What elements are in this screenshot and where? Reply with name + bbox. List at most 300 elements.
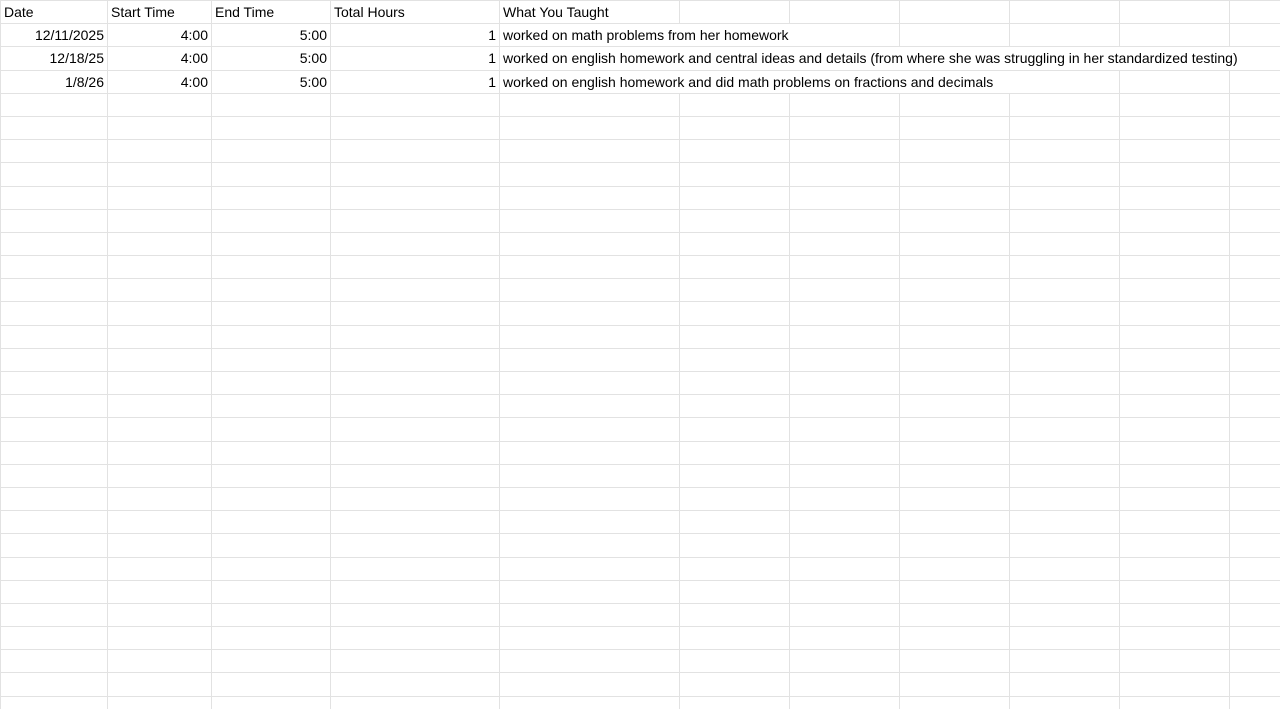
cell[interactable] xyxy=(108,581,212,603)
cell[interactable] xyxy=(680,326,790,348)
cell[interactable] xyxy=(790,349,900,371)
cell[interactable] xyxy=(680,418,790,440)
cell[interactable] xyxy=(1010,349,1120,371)
cell[interactable] xyxy=(1230,627,1280,649)
cell[interactable] xyxy=(500,558,680,580)
cell[interactable] xyxy=(212,604,331,626)
cell[interactable] xyxy=(1230,233,1280,255)
cell[interactable] xyxy=(1,418,108,440)
cell[interactable] xyxy=(790,442,900,464)
cell[interactable] xyxy=(108,163,212,185)
cell[interactable] xyxy=(331,488,500,510)
cell-start-time[interactable]: 4:00 xyxy=(108,47,212,69)
cell[interactable] xyxy=(212,187,331,209)
cell[interactable] xyxy=(1120,94,1230,116)
cell[interactable] xyxy=(1120,442,1230,464)
cell[interactable] xyxy=(1010,302,1120,324)
cell[interactable] xyxy=(331,279,500,301)
cell[interactable] xyxy=(108,279,212,301)
cell[interactable] xyxy=(900,326,1010,348)
cell[interactable] xyxy=(1010,558,1120,580)
cell[interactable] xyxy=(680,372,790,394)
cell[interactable] xyxy=(1010,117,1120,139)
cell[interactable] xyxy=(1,697,108,709)
cell[interactable] xyxy=(680,1,790,23)
cell[interactable] xyxy=(900,395,1010,417)
cell[interactable] xyxy=(900,558,1010,580)
cell[interactable] xyxy=(680,395,790,417)
cell[interactable] xyxy=(1,256,108,278)
cell[interactable] xyxy=(331,697,500,709)
cell[interactable] xyxy=(1,279,108,301)
cell[interactable] xyxy=(900,94,1010,116)
cell[interactable] xyxy=(1010,488,1120,510)
cell[interactable] xyxy=(1120,163,1230,185)
cell[interactable] xyxy=(108,302,212,324)
cell[interactable] xyxy=(108,349,212,371)
cell[interactable] xyxy=(1,604,108,626)
cell[interactable] xyxy=(1120,279,1230,301)
cell-total-hours[interactable]: 1 xyxy=(331,71,500,93)
cell[interactable] xyxy=(790,465,900,487)
cell[interactable] xyxy=(500,395,680,417)
cell[interactable] xyxy=(790,372,900,394)
cell[interactable] xyxy=(1230,256,1280,278)
cell-what-you-taught[interactable]: worked on math problems from her homework xyxy=(503,27,789,44)
cell[interactable] xyxy=(790,233,900,255)
cell[interactable] xyxy=(790,581,900,603)
cell[interactable] xyxy=(212,650,331,672)
cell[interactable] xyxy=(790,604,900,626)
cell[interactable] xyxy=(1120,210,1230,232)
cell[interactable] xyxy=(900,1,1010,23)
cell[interactable] xyxy=(1230,650,1280,672)
cell[interactable] xyxy=(680,140,790,162)
cell[interactable] xyxy=(1010,140,1120,162)
cell[interactable] xyxy=(331,94,500,116)
cell[interactable] xyxy=(1230,302,1280,324)
cell[interactable] xyxy=(790,697,900,709)
cell[interactable] xyxy=(1,442,108,464)
cell[interactable] xyxy=(331,650,500,672)
cell[interactable] xyxy=(1010,372,1120,394)
cell[interactable] xyxy=(1010,233,1120,255)
cell[interactable] xyxy=(680,349,790,371)
cell[interactable] xyxy=(1010,24,1120,46)
cell[interactable] xyxy=(108,395,212,417)
cell-date[interactable]: 1/8/26 xyxy=(1,71,108,93)
cell[interactable] xyxy=(1120,140,1230,162)
cell[interactable] xyxy=(1,511,108,533)
header-cell-start-time[interactable]: Start Time xyxy=(108,1,212,23)
cell[interactable] xyxy=(500,697,680,709)
cell[interactable] xyxy=(1120,673,1230,695)
cell[interactable] xyxy=(680,650,790,672)
cell[interactable] xyxy=(500,163,680,185)
cell[interactable] xyxy=(1,302,108,324)
cell[interactable] xyxy=(1120,697,1230,709)
cell[interactable] xyxy=(1,488,108,510)
cell[interactable] xyxy=(900,256,1010,278)
cell[interactable] xyxy=(1010,581,1120,603)
cell[interactable] xyxy=(1230,163,1280,185)
cell[interactable] xyxy=(1010,256,1120,278)
cell[interactable] xyxy=(108,233,212,255)
cell[interactable] xyxy=(680,163,790,185)
cell[interactable] xyxy=(331,372,500,394)
cell[interactable] xyxy=(1010,1,1120,23)
cell[interactable] xyxy=(1230,279,1280,301)
cell[interactable] xyxy=(790,650,900,672)
cell[interactable] xyxy=(680,279,790,301)
cell[interactable] xyxy=(500,673,680,695)
cell[interactable] xyxy=(900,442,1010,464)
cell[interactable] xyxy=(790,558,900,580)
cell[interactable] xyxy=(1230,94,1280,116)
cell[interactable] xyxy=(1120,465,1230,487)
cell[interactable] xyxy=(1230,442,1280,464)
cell[interactable] xyxy=(790,488,900,510)
cell[interactable] xyxy=(1120,395,1230,417)
cell[interactable] xyxy=(500,326,680,348)
cell[interactable] xyxy=(790,187,900,209)
cell[interactable] xyxy=(108,210,212,232)
cell-total-hours[interactable]: 1 xyxy=(331,47,500,69)
cell[interactable] xyxy=(108,94,212,116)
cell[interactable] xyxy=(900,581,1010,603)
cell[interactable] xyxy=(1,673,108,695)
cell[interactable] xyxy=(212,418,331,440)
cell[interactable] xyxy=(331,117,500,139)
cell[interactable] xyxy=(1230,488,1280,510)
cell[interactable] xyxy=(1230,558,1280,580)
cell[interactable] xyxy=(331,302,500,324)
cell[interactable] xyxy=(1010,534,1120,556)
cell[interactable] xyxy=(1010,71,1120,93)
cell[interactable] xyxy=(1230,581,1280,603)
cell[interactable] xyxy=(500,349,680,371)
cell[interactable] xyxy=(331,395,500,417)
header-cell-what-you-taught[interactable]: What You Taught xyxy=(500,1,680,23)
cell[interactable] xyxy=(331,326,500,348)
cell[interactable] xyxy=(1120,488,1230,510)
cell[interactable] xyxy=(1,349,108,371)
cell[interactable] xyxy=(331,558,500,580)
cell[interactable] xyxy=(1,326,108,348)
cell[interactable] xyxy=(500,581,680,603)
cell[interactable] xyxy=(212,673,331,695)
cell[interactable] xyxy=(1120,511,1230,533)
cell[interactable] xyxy=(790,534,900,556)
cell[interactable] xyxy=(790,511,900,533)
cell[interactable] xyxy=(1,372,108,394)
cell[interactable] xyxy=(212,117,331,139)
cell[interactable] xyxy=(1010,395,1120,417)
cell[interactable] xyxy=(900,511,1010,533)
cell[interactable] xyxy=(1010,94,1120,116)
cell[interactable] xyxy=(790,117,900,139)
cell[interactable] xyxy=(1,117,108,139)
cell[interactable] xyxy=(212,94,331,116)
cell[interactable] xyxy=(1010,511,1120,533)
cell-total-hours[interactable]: 1 xyxy=(331,24,500,46)
header-cell-total-hours[interactable]: Total Hours xyxy=(331,1,500,23)
cell[interactable] xyxy=(212,395,331,417)
cell[interactable] xyxy=(1,627,108,649)
cell[interactable] xyxy=(108,673,212,695)
cell[interactable] xyxy=(108,627,212,649)
cell[interactable] xyxy=(900,233,1010,255)
cell[interactable] xyxy=(900,349,1010,371)
cell[interactable] xyxy=(500,140,680,162)
cell[interactable] xyxy=(1,581,108,603)
cell[interactable] xyxy=(212,140,331,162)
cell[interactable] xyxy=(500,465,680,487)
cell[interactable] xyxy=(1,465,108,487)
cell[interactable] xyxy=(680,256,790,278)
cell[interactable] xyxy=(1,558,108,580)
cell[interactable] xyxy=(1120,558,1230,580)
cell[interactable] xyxy=(900,673,1010,695)
cell[interactable] xyxy=(1230,117,1280,139)
cell[interactable] xyxy=(500,604,680,626)
cell[interactable] xyxy=(500,302,680,324)
cell[interactable] xyxy=(680,442,790,464)
cell[interactable] xyxy=(212,279,331,301)
cell[interactable] xyxy=(108,140,212,162)
cell[interactable] xyxy=(108,511,212,533)
cell-date[interactable]: 12/11/2025 xyxy=(1,24,108,46)
cell[interactable] xyxy=(331,187,500,209)
cell[interactable] xyxy=(1120,117,1230,139)
cell[interactable] xyxy=(790,163,900,185)
cell[interactable] xyxy=(680,534,790,556)
cell[interactable] xyxy=(500,534,680,556)
cell[interactable] xyxy=(1120,187,1230,209)
cell[interactable] xyxy=(790,418,900,440)
cell[interactable] xyxy=(212,558,331,580)
cell[interactable] xyxy=(1120,24,1230,46)
cell[interactable] xyxy=(1230,511,1280,533)
cell[interactable] xyxy=(1230,418,1280,440)
cell[interactable] xyxy=(1230,465,1280,487)
cell[interactable] xyxy=(500,650,680,672)
cell[interactable] xyxy=(900,117,1010,139)
cell[interactable] xyxy=(900,140,1010,162)
cell[interactable] xyxy=(1010,187,1120,209)
cell[interactable] xyxy=(1120,418,1230,440)
cell[interactable] xyxy=(1010,279,1120,301)
cell[interactable] xyxy=(500,488,680,510)
cell-what-you-taught[interactable]: worked on english homework and central ideas and details (from where she was struggling in her standardized testing) xyxy=(503,50,1238,67)
cell-start-time[interactable]: 4:00 xyxy=(108,71,212,93)
cell[interactable] xyxy=(680,233,790,255)
cell[interactable] xyxy=(1120,627,1230,649)
cell[interactable] xyxy=(500,117,680,139)
cell[interactable] xyxy=(1230,372,1280,394)
cell[interactable] xyxy=(680,604,790,626)
cell[interactable] xyxy=(900,163,1010,185)
cell[interactable] xyxy=(108,372,212,394)
cell[interactable] xyxy=(500,442,680,464)
cell[interactable] xyxy=(108,256,212,278)
cell[interactable] xyxy=(212,442,331,464)
cell-start-time[interactable]: 4:00 xyxy=(108,24,212,46)
cell[interactable] xyxy=(1230,673,1280,695)
cell[interactable] xyxy=(1120,233,1230,255)
cell[interactable] xyxy=(331,256,500,278)
cell[interactable] xyxy=(1230,534,1280,556)
cell[interactable] xyxy=(500,210,680,232)
cell[interactable] xyxy=(1010,418,1120,440)
cell[interactable] xyxy=(1010,442,1120,464)
cell[interactable] xyxy=(1230,395,1280,417)
cell[interactable] xyxy=(212,581,331,603)
cell[interactable] xyxy=(790,140,900,162)
cell[interactable] xyxy=(500,418,680,440)
cell[interactable] xyxy=(1010,210,1120,232)
cell[interactable] xyxy=(212,302,331,324)
cell[interactable] xyxy=(108,465,212,487)
cell[interactable] xyxy=(900,372,1010,394)
cell[interactable] xyxy=(1120,1,1230,23)
cell[interactable] xyxy=(1010,604,1120,626)
cell[interactable] xyxy=(1120,71,1230,93)
cell[interactable] xyxy=(1010,673,1120,695)
cell[interactable] xyxy=(1230,187,1280,209)
cell[interactable] xyxy=(212,372,331,394)
cell[interactable] xyxy=(680,488,790,510)
cell[interactable] xyxy=(900,488,1010,510)
cell[interactable] xyxy=(900,187,1010,209)
cell[interactable] xyxy=(1230,140,1280,162)
cell[interactable] xyxy=(1,395,108,417)
cell[interactable] xyxy=(1010,163,1120,185)
cell[interactable] xyxy=(212,256,331,278)
cell[interactable] xyxy=(331,673,500,695)
cell[interactable] xyxy=(331,418,500,440)
cell[interactable] xyxy=(1230,326,1280,348)
cell[interactable] xyxy=(1230,349,1280,371)
cell[interactable] xyxy=(212,627,331,649)
cell[interactable] xyxy=(108,418,212,440)
cell[interactable] xyxy=(212,210,331,232)
cell[interactable] xyxy=(331,163,500,185)
cell-end-time[interactable]: 5:00 xyxy=(212,24,331,46)
cell[interactable] xyxy=(680,511,790,533)
cell[interactable] xyxy=(212,511,331,533)
cell[interactable] xyxy=(500,233,680,255)
cell[interactable] xyxy=(1120,372,1230,394)
cell[interactable] xyxy=(500,627,680,649)
cell[interactable] xyxy=(1120,534,1230,556)
cell-what-you-taught[interactable]: worked on english homework and did math problems on fractions and decimals xyxy=(503,73,994,90)
cell[interactable] xyxy=(900,534,1010,556)
cell[interactable] xyxy=(790,210,900,232)
cell[interactable] xyxy=(331,465,500,487)
cell[interactable] xyxy=(790,326,900,348)
cell[interactable] xyxy=(212,163,331,185)
cell[interactable] xyxy=(900,650,1010,672)
cell[interactable] xyxy=(900,627,1010,649)
cell-end-time[interactable]: 5:00 xyxy=(212,47,331,69)
cell[interactable] xyxy=(212,326,331,348)
cell[interactable] xyxy=(1120,349,1230,371)
cell[interactable] xyxy=(212,534,331,556)
cell[interactable] xyxy=(331,233,500,255)
cell[interactable] xyxy=(1230,210,1280,232)
cell[interactable] xyxy=(108,117,212,139)
cell[interactable] xyxy=(900,465,1010,487)
cell[interactable] xyxy=(900,302,1010,324)
cell[interactable] xyxy=(108,488,212,510)
cell[interactable] xyxy=(108,604,212,626)
cell[interactable] xyxy=(1,187,108,209)
cell[interactable] xyxy=(108,558,212,580)
cell[interactable] xyxy=(680,465,790,487)
cell[interactable] xyxy=(500,187,680,209)
cell[interactable] xyxy=(108,187,212,209)
cell[interactable] xyxy=(900,24,1010,46)
cell[interactable] xyxy=(1,163,108,185)
cell[interactable] xyxy=(108,697,212,709)
cell[interactable] xyxy=(1,650,108,672)
cell[interactable] xyxy=(790,302,900,324)
cell[interactable] xyxy=(680,558,790,580)
cell[interactable] xyxy=(331,210,500,232)
cell[interactable] xyxy=(1,140,108,162)
cell[interactable] xyxy=(790,94,900,116)
cell[interactable] xyxy=(500,511,680,533)
cell[interactable] xyxy=(1,233,108,255)
cell[interactable] xyxy=(108,326,212,348)
cell[interactable] xyxy=(500,256,680,278)
cell[interactable] xyxy=(790,627,900,649)
cell[interactable] xyxy=(1120,302,1230,324)
cell[interactable] xyxy=(108,650,212,672)
cell[interactable] xyxy=(790,24,900,46)
cell[interactable] xyxy=(790,1,900,23)
cell[interactable] xyxy=(212,233,331,255)
cell[interactable] xyxy=(790,256,900,278)
cell[interactable] xyxy=(331,349,500,371)
cell[interactable] xyxy=(1010,465,1120,487)
cell[interactable] xyxy=(790,673,900,695)
cell[interactable] xyxy=(680,302,790,324)
cell[interactable] xyxy=(680,210,790,232)
header-cell-end-time[interactable]: End Time xyxy=(212,1,331,23)
cell[interactable] xyxy=(1120,256,1230,278)
cell[interactable] xyxy=(790,279,900,301)
cell[interactable] xyxy=(1230,1,1280,23)
cell[interactable] xyxy=(680,117,790,139)
cell[interactable] xyxy=(680,187,790,209)
cell[interactable] xyxy=(680,581,790,603)
cell[interactable] xyxy=(331,627,500,649)
cell[interactable] xyxy=(1120,581,1230,603)
cell[interactable] xyxy=(331,534,500,556)
cell[interactable] xyxy=(900,697,1010,709)
cell[interactable] xyxy=(331,442,500,464)
cell[interactable] xyxy=(680,627,790,649)
cell[interactable] xyxy=(331,581,500,603)
cell[interactable] xyxy=(1,534,108,556)
cell[interactable] xyxy=(1010,697,1120,709)
cell[interactable] xyxy=(900,418,1010,440)
cell[interactable] xyxy=(1230,71,1280,93)
cell[interactable] xyxy=(1120,650,1230,672)
cell-end-time[interactable]: 5:00 xyxy=(212,71,331,93)
